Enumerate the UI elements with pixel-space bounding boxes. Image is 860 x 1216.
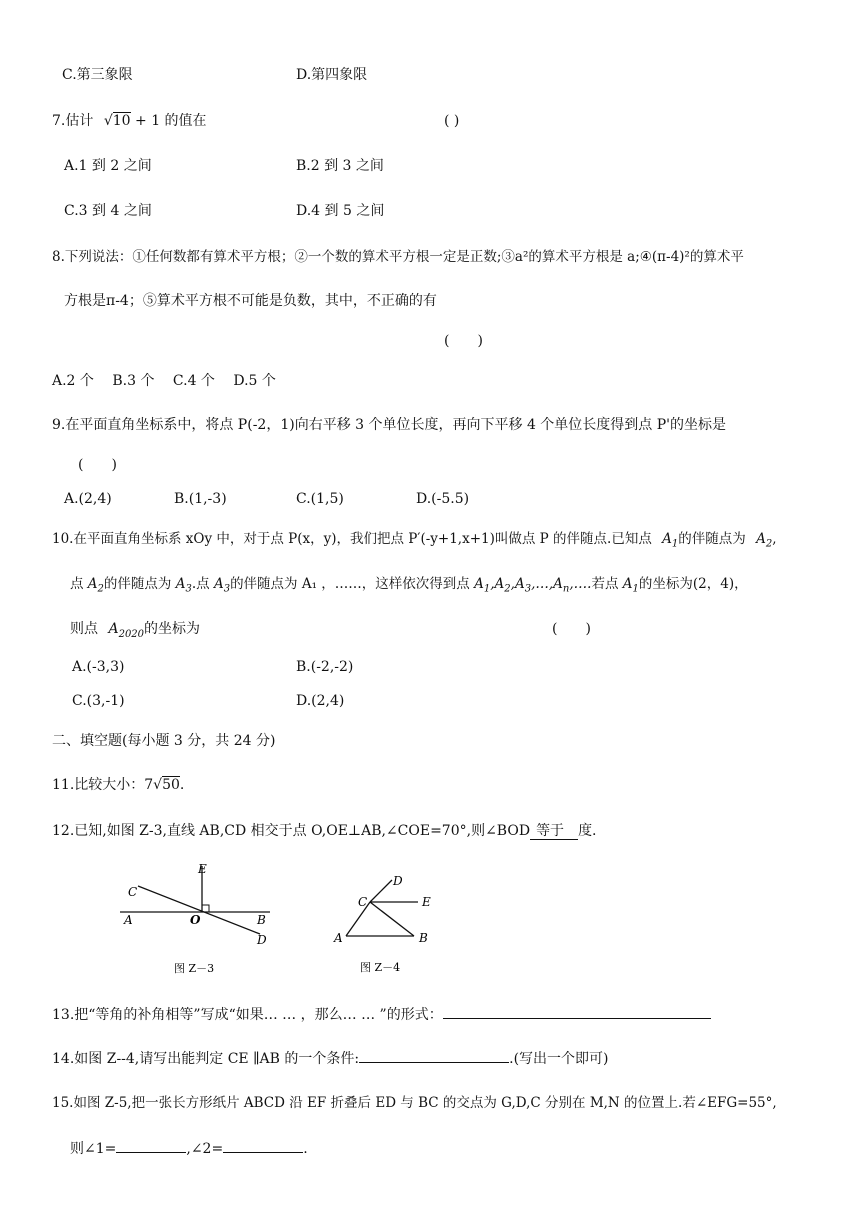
- sqrt-expression: √10: [103, 113, 131, 129]
- q13-stem: [52, 1004, 711, 1024]
- figure-z3: [118, 860, 290, 978]
- q10-line3: [70, 620, 200, 644]
- point-a2020: $A_{2020}$: [108, 621, 145, 640]
- point-a2: $A_2$: [756, 531, 773, 550]
- q10-line2-text5: 若点: [591, 576, 619, 592]
- point-a3: $A_3$: [175, 576, 192, 595]
- q10-line2-text: 点: [70, 576, 84, 592]
- q15-line2: [70, 1138, 308, 1158]
- q14-text: 14.如图 Z--4,请写出能判定 CE ∥AB 的一个条件:: [52, 1051, 360, 1067]
- q12-suffix: 度.: [578, 823, 597, 839]
- q7-option-d: D.4 到 5 之间: [296, 203, 385, 219]
- q7-answer-paren: ( ): [444, 113, 460, 129]
- q11-suffix: .: [179, 777, 185, 793]
- q7-stem: [52, 112, 207, 130]
- fig4-label-b: B: [419, 931, 428, 945]
- fig4-label-c: C: [358, 895, 368, 909]
- q15-angle1-blank[interactable]: [116, 1138, 186, 1153]
- fig3-label-c: C: [128, 885, 138, 899]
- q14-stem: [52, 1048, 609, 1068]
- fig3-label-d: D: [257, 933, 267, 947]
- q10-option-b: B.(-2,-2): [296, 659, 354, 675]
- q7-prefix: 7.估计: [52, 113, 94, 129]
- q8-line1: 8.下列说法：①任何数都有算术平方根；②一个数的算术平方根一定是正数;③a²的算术平方根是 a;④(π-4)²的算术平: [52, 249, 744, 265]
- q10-line1-text: 10.在平面直角坐标系 xOy 中，对于点 P(x，y)，我们把点 P′(-y+1,x+1)叫做点 P 的伴随点.已知点: [52, 531, 652, 547]
- q14-answer-blank[interactable]: [359, 1048, 509, 1063]
- q7-option-c: C.3 到 4 之间: [64, 203, 152, 219]
- q7-suffix: + 1 的值在: [135, 113, 207, 129]
- q12-text: 12.已知,如图 Z-3,直线 AB,CD 相交于点 O,OE⊥AB,∠COE=70°,则∠BOD: [52, 823, 531, 839]
- figure-z4: [330, 872, 442, 978]
- q7-option-b: B.2 到 3 之间: [296, 158, 384, 174]
- point-sequence: $A_1,A_2,A_3,\dots,A_n,\dots$.: [474, 576, 592, 595]
- q10-answer-paren: ( ): [552, 621, 591, 637]
- fig3-label-o: O: [190, 913, 201, 927]
- sqrt-expression: √50: [153, 777, 180, 793]
- q9-option-b: B.(1,-3): [174, 491, 227, 507]
- q8-answer-paren: ( ): [444, 333, 483, 349]
- point-a3: $A_3$: [213, 576, 231, 595]
- q9-option-c: C.(1,5): [296, 491, 344, 507]
- point-a1: $A_1$: [662, 531, 679, 550]
- fig3-label-e: E: [198, 862, 207, 876]
- q10-line1-text2: 的伴随点为: [678, 531, 746, 547]
- q11-stem: [52, 776, 184, 794]
- q9-option-d: D.(-5.5): [416, 491, 470, 507]
- q15-end: .: [303, 1141, 308, 1157]
- q8-line2: 方根是π-4；⑤算术平方根不可能是负数，其中，不正确的有: [64, 293, 437, 309]
- point-a1: $A_1$: [622, 576, 639, 595]
- q15-line1: 15.如图 Z-5,把一张长方形纸片 ABCD 沿 EF 折叠后 ED 与 BC 的交点为 G,D,C 分别在 M,N 的位置上.若∠EFG=55°,: [52, 1095, 777, 1111]
- q9-line1: 9.在平面直角坐标系中，将点 P(-2，1)向右平移 3 个单位长度，再向下平移 4 个单位长度得到点 P'的坐标是: [52, 417, 727, 433]
- q15-angle2-label: ,∠2=: [186, 1141, 224, 1157]
- q12-answer-blank: [530, 823, 578, 840]
- q10-line2-text6: 的坐标为(2，4)，: [638, 576, 748, 592]
- q10-option-a: A.(-3,3): [72, 659, 125, 675]
- fig3-caption: 图 Z－3: [174, 962, 215, 975]
- fig3-label-a: A: [124, 913, 133, 927]
- fig4-label-d: D: [393, 874, 403, 888]
- q12-answer: 等于: [536, 823, 565, 839]
- q10-line1: 10.在平面直角坐标系 xOy 中，对于点 P(x，y)，我们把点 P′(-y+1,x+1)叫做点 P 的伴随点.已知点 $A_1$的伴随点为 $A_2$,: [52, 531, 777, 550]
- q9-answer-paren: ( ): [78, 457, 117, 473]
- q10-option-c: C.(3,-1): [72, 693, 125, 709]
- fig4-label-e: E: [422, 895, 431, 909]
- q8-options: A.2 个 B.3 个 C.4 个 D.5 个: [52, 373, 276, 389]
- q11-radicand: 50: [162, 777, 180, 793]
- point-a2: $A_2$: [87, 576, 104, 595]
- q7-option-a: A.1 到 2 之间: [64, 158, 152, 174]
- q12-stem: [52, 822, 597, 840]
- q10-line2-text2: 的伴随点为: [103, 576, 172, 592]
- q13-text: 13.把“等角的补角相等”写成“如果… … ，那么… … ”的形式：: [52, 1007, 443, 1023]
- q10-line3-text2: 的坐标为: [144, 621, 201, 637]
- q11-prefix: 11.比较大小：7: [52, 777, 154, 793]
- q15-angle1-label: 则∠1=: [70, 1141, 117, 1157]
- q10-option-d: D.(2,4): [296, 693, 345, 709]
- fig3-label-b: B: [257, 913, 266, 927]
- q9-option-a: A.(2,4): [64, 491, 112, 507]
- q6-option-c: C.第三象限: [62, 67, 133, 83]
- q10-line3-text: 则点: [70, 621, 98, 637]
- q14-suffix: .(写出一个即可): [509, 1051, 609, 1067]
- q6-option-d: D.第四象限: [296, 67, 368, 83]
- q7-radicand: 10: [112, 113, 131, 129]
- q15-angle2-blank[interactable]: [223, 1138, 303, 1153]
- q13-answer-blank[interactable]: [443, 1004, 711, 1019]
- q10-line2-text3: .点: [191, 576, 210, 592]
- fig4-caption: 图 Z－4: [360, 961, 401, 974]
- q10-line2-text4: 的伴随点为 A₁ ，……，这样依次得到点: [230, 576, 470, 592]
- section-title: 二、填空题(每小题 3 分，共 24 分): [52, 733, 276, 749]
- fig4-label-a: A: [334, 931, 343, 945]
- q10-line2: [70, 575, 748, 599]
